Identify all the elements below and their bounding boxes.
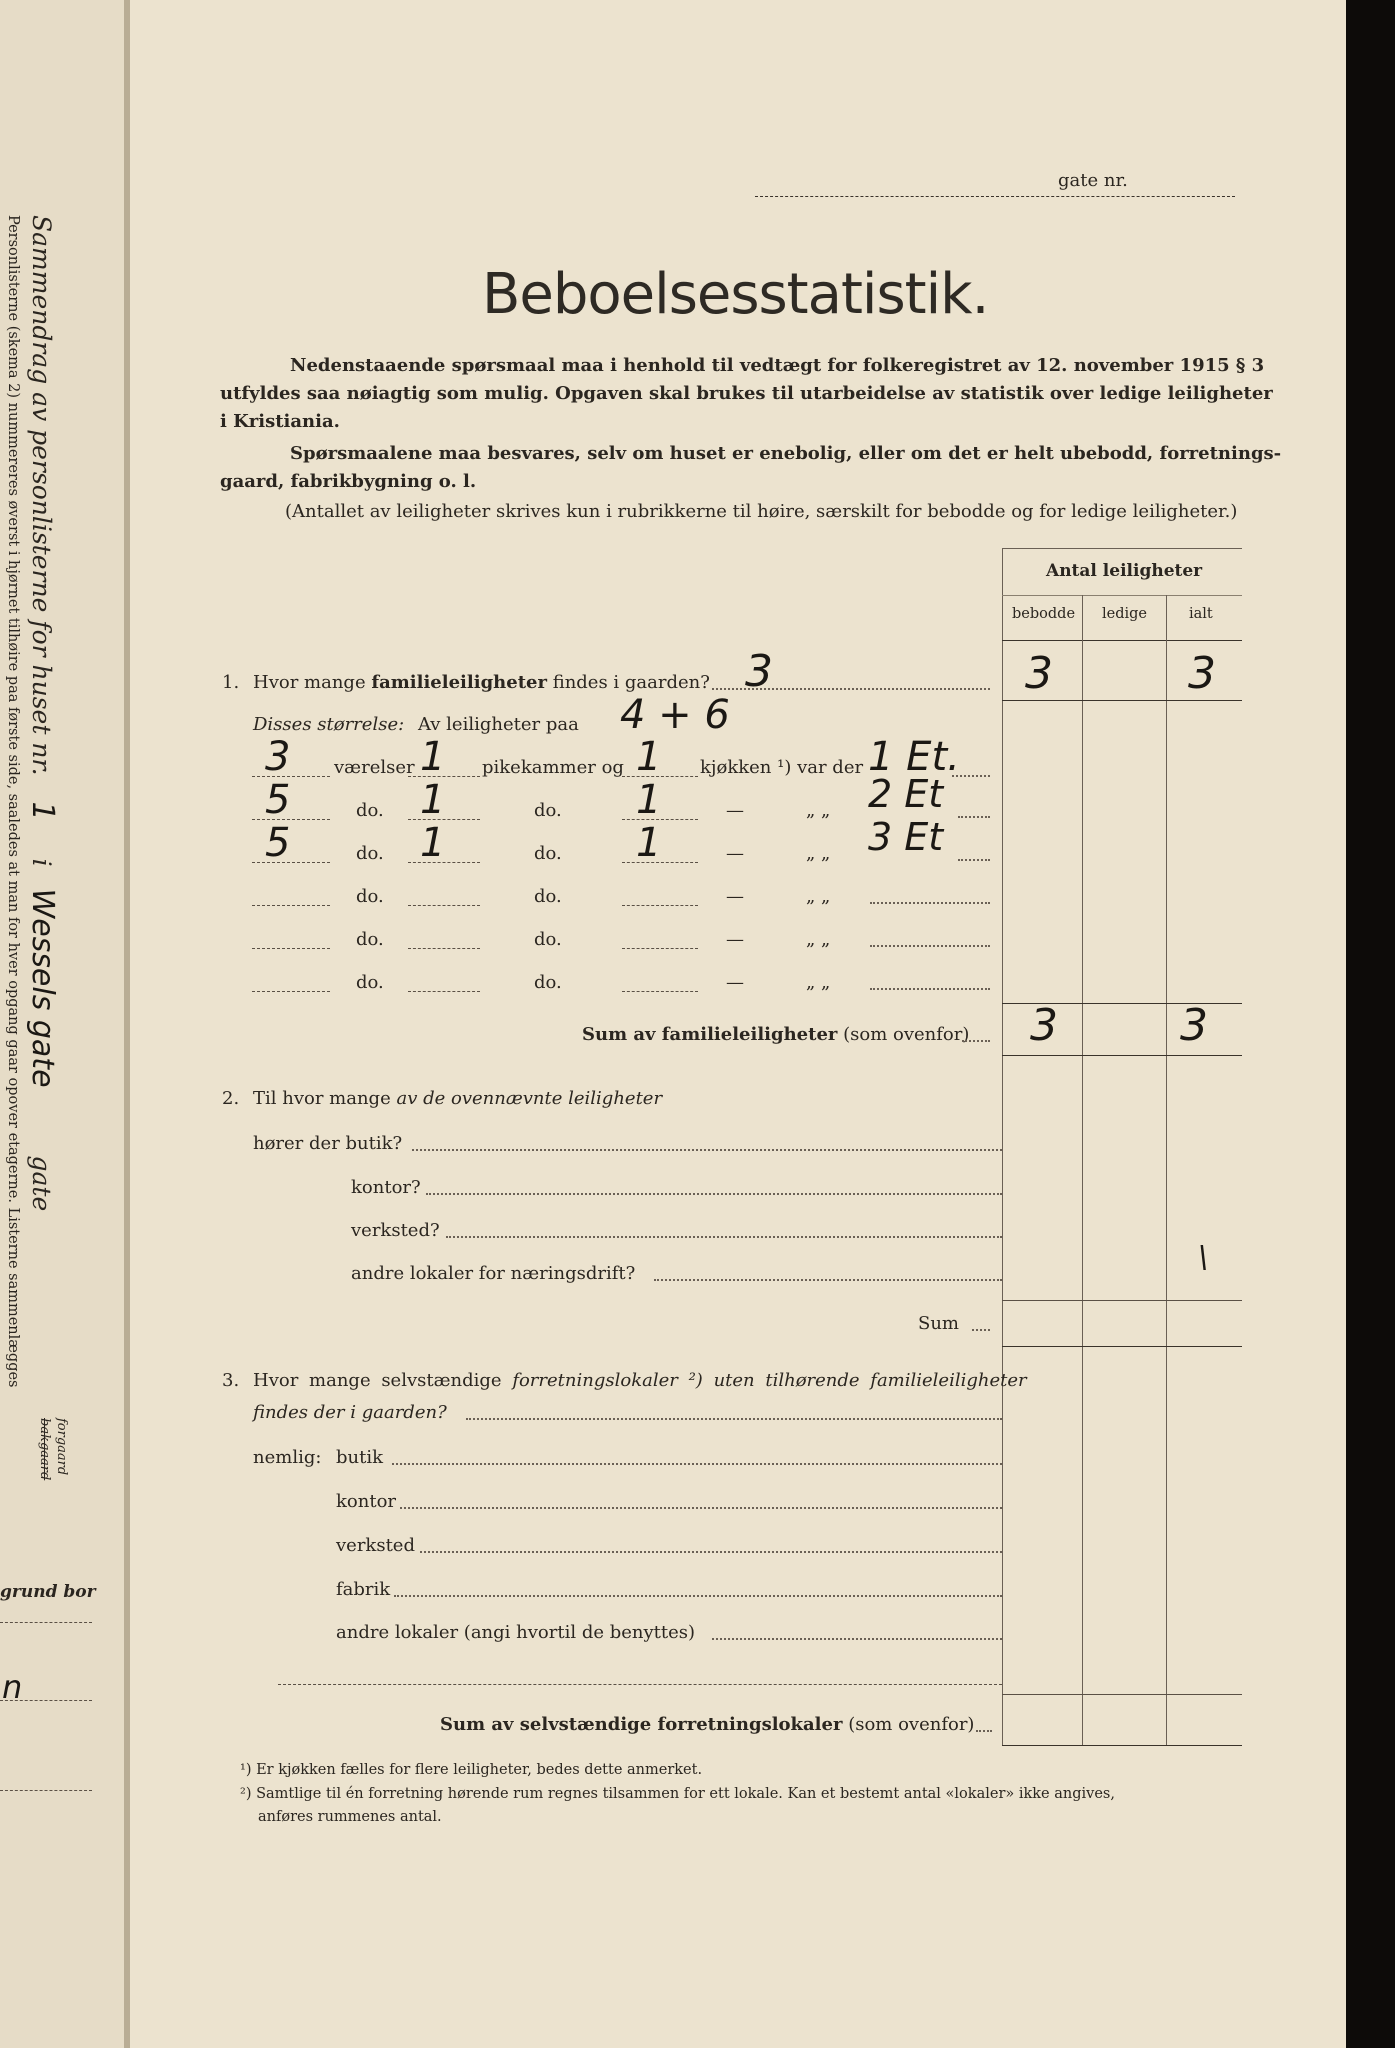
q3-sum-bottom-line	[1002, 1745, 1242, 1746]
row4-do-2: do.	[534, 886, 562, 907]
q2-butik-dots	[412, 1149, 1002, 1151]
row4-pike-line	[408, 905, 480, 906]
row5-rooms-line	[252, 948, 330, 949]
row5-pike-line	[408, 948, 480, 949]
table-left-border	[1002, 548, 1003, 1746]
right-edge	[1346, 0, 1395, 2048]
row2-quote: „ „	[806, 800, 831, 821]
q2-item-kontor: kontor?	[351, 1177, 421, 1198]
row3-do-2: do.	[534, 843, 562, 864]
spine-gate: gate	[27, 1155, 56, 1212]
intro-p1-line2: utfyldes saa nøiagtig som mulig. Opgaven skal brukes til utarbeidelse av statistik over ledige leiligheter	[220, 383, 1273, 404]
q3-line2: findes der i gaarden?	[253, 1402, 447, 1423]
row6-dash: —	[726, 972, 744, 993]
bakgaard-label: bakgaard	[37, 1418, 52, 1481]
row2-do-2: do.	[534, 800, 562, 821]
footnote-1: ¹) Er kjøkken fælles for flere leiligheter, bedes dette anmerket.	[240, 1762, 703, 1778]
q2-verksted-dots	[446, 1236, 1002, 1238]
q2-question	[253, 1088, 662, 1109]
gate-nr-line	[755, 196, 1235, 197]
q2-ital: av de ovennævnte leiligheter	[396, 1088, 663, 1109]
q1-ialt: 3	[1188, 648, 1216, 699]
intro-p3: (Antallet av leiligheter skrives kun i rubrikkerne til høire, særskilt for bebodde og for ledige leiligheter.)	[285, 501, 1238, 522]
table-header-line	[1002, 595, 1242, 596]
intro-p1-line1: Nedenstaaende spørsmaal maa i henhold til vedtægt for folkeregistret av 12. november 1915 § 3	[290, 355, 1265, 376]
col-ialt-header: ialt	[1189, 606, 1213, 622]
row3-kjokken-line	[622, 862, 698, 863]
row3-pike: 1	[420, 820, 446, 866]
q3-nemlig: nemlig:	[253, 1447, 322, 1468]
row5-do-2: do.	[534, 929, 562, 950]
q2-pre: Til hvor mange	[253, 1088, 391, 1109]
q2-kontor-dots	[426, 1193, 1002, 1195]
q1-sizes-text: Av leiligheter paa	[418, 714, 579, 735]
row5-quote: „ „	[806, 929, 831, 950]
q1-post: findes i gaarden?	[552, 672, 710, 693]
row2-antal: 2 Et	[868, 772, 944, 816]
q3-sum-label	[440, 1714, 974, 1735]
row1-vaerelser: værelser	[334, 757, 415, 778]
row3-dots	[958, 859, 990, 861]
spine-line1: Sammendrag av personlisterne for huset nr.	[27, 215, 56, 776]
q1-bebodde: 3	[1025, 648, 1053, 699]
q3-number: 3.	[222, 1370, 240, 1391]
row4-rooms-line	[252, 905, 330, 906]
q1-question	[253, 672, 710, 693]
row6-do-2: do.	[534, 972, 562, 993]
col-ledige-header: ledige	[1102, 606, 1148, 622]
q2-item-verksted: verksted?	[351, 1220, 440, 1241]
row4-quote: „ „	[806, 886, 831, 907]
footnote-2-line2: anføres rummenes antal.	[258, 1809, 442, 1825]
row3-do-1: do.	[356, 843, 384, 864]
row1-kjokken: 1	[636, 734, 662, 780]
q3-butik-dots	[392, 1463, 1002, 1465]
row1-rooms-line	[252, 776, 330, 777]
left-line-2	[0, 1700, 92, 1701]
row6-dots	[870, 988, 990, 990]
q2-item-andre: andre lokaler for næringsdrift?	[351, 1263, 636, 1284]
row6-quote: „ „	[806, 972, 831, 993]
q1-sizes-label: Disses størrelse:	[253, 714, 405, 735]
grund-bor-label: grund bor	[0, 1582, 96, 1602]
q3-ital1: forretningslokaler ²)	[512, 1370, 703, 1391]
row1-pike: 1	[420, 734, 446, 780]
row2-dots	[958, 816, 990, 818]
footnote-2-line1: ²) Samtlige til én forretning hørende rum regnes tilsammen for ett lokale. Kan et bestemt antal «lokaler» ikke angives,	[240, 1786, 1115, 1802]
q1-sum-ialt: 3	[1180, 1000, 1208, 1051]
q1-sum-label	[582, 1024, 969, 1045]
q1-bold: familieleiligheter	[371, 672, 547, 693]
intro-p2-line2: gaard, fabrikbygning o. l.	[220, 471, 477, 492]
col-bebodde-header: bebodde	[1012, 606, 1076, 622]
row3-kjokken: 1	[636, 820, 662, 866]
row6-do-1: do.	[356, 972, 384, 993]
spine-i: i	[27, 858, 56, 867]
table-top-border	[1002, 548, 1242, 549]
q1-sum-bottom-line	[1002, 1055, 1242, 1056]
col-divider-1	[1082, 595, 1083, 1745]
row1-dots	[952, 775, 990, 777]
q1-row-line	[1002, 700, 1242, 701]
q3-sum-label-bold: Sum av selvstændige forretningslokaler	[440, 1714, 843, 1735]
q3-item-verksted: verksted	[336, 1535, 415, 1556]
spine-street: Wessels gate	[25, 888, 60, 1088]
q1-sum-label-rest: (som ovenfor)	[843, 1024, 970, 1045]
q3-item-butik: butik	[336, 1447, 384, 1468]
row3-rooms-line	[252, 862, 330, 863]
row1-antal: 1 Et.	[868, 734, 960, 780]
q3-item-kontor: kontor	[336, 1491, 397, 1512]
left-mark: n	[2, 1668, 23, 1706]
gate-nr-label: gate nr.	[1058, 170, 1128, 191]
q3-kontor-dots	[400, 1507, 1002, 1509]
q1-sum-label-bold: Sum av familieleiligheter	[582, 1024, 838, 1045]
q2-number: 2.	[222, 1088, 240, 1109]
row4-dots	[870, 902, 990, 904]
row5-dots	[870, 945, 990, 947]
intro-p1-line3: i Kristiania.	[220, 411, 340, 432]
q2-andre-mark: \	[1198, 1240, 1209, 1275]
row6-rooms-line	[252, 991, 330, 992]
row4-dash: —	[726, 886, 744, 907]
q1-number: 1.	[222, 672, 240, 693]
row3-quote: „ „	[806, 843, 831, 864]
spine-text	[25, 215, 60, 1211]
q1-pre: Hvor mange	[253, 672, 366, 693]
row2-pike: 1	[420, 777, 446, 823]
row1-pikekammer: pikekammer og	[482, 757, 624, 778]
spine-small: Personlisterne (skema 2) nummereres øverst i hjørnet tilhøire paa første side, saaledes at man for hver opgang gaar opover etagerne. Listerne sammenlægges	[5, 215, 21, 1388]
col-divider-2	[1166, 595, 1167, 1745]
page-title: Beboelsesstatistik.	[482, 262, 989, 327]
q3-sum-dots	[976, 1730, 992, 1732]
row4-do-1: do.	[356, 886, 384, 907]
q1-sum-bebodde: 3	[1030, 1000, 1058, 1051]
page-fold	[124, 0, 130, 2048]
q3-ital2: uten tilhørende familieleiligheter	[713, 1370, 1027, 1391]
row3-rooms: 5	[265, 820, 291, 866]
row4-kjokken-line	[622, 905, 698, 906]
q3-verksted-dots	[420, 1551, 1002, 1553]
q3-separator	[278, 1684, 1002, 1685]
q1-sum-dots	[962, 1040, 990, 1042]
row1-kjokken-label: kjøkken ¹) var der	[700, 757, 864, 778]
row3-dash: —	[726, 843, 744, 864]
row1-rooms: 3	[265, 734, 291, 780]
row3-antal: 3 Et	[868, 815, 944, 859]
q2-sum-bottom-line	[1002, 1346, 1242, 1347]
q2-sum-label: Sum	[918, 1313, 959, 1334]
q3-andre-dots	[712, 1638, 1002, 1640]
q3-line2-dots	[466, 1418, 1002, 1420]
q2-item-butik: hører der butik?	[253, 1133, 403, 1154]
row5-do-1: do.	[356, 929, 384, 950]
row5-dash: —	[726, 929, 744, 950]
row2-dash: —	[726, 800, 744, 821]
q1-answer: 3	[745, 646, 773, 697]
table-title: Antal leiligheter	[1046, 561, 1203, 581]
q2-andre-dots	[654, 1279, 1002, 1281]
q3-item-andre: andre lokaler (angi hvortil de benyttes)	[336, 1622, 696, 1643]
q2-sum-dots	[972, 1329, 990, 1331]
q3-question	[253, 1370, 1027, 1391]
left-line-3	[0, 1790, 92, 1791]
q3-item-fabrik: fabrik	[336, 1579, 391, 1600]
row6-pike-line	[408, 991, 480, 992]
intro-p2-line1: Spørsmaalene maa besvares, selv om huset er enebolig, eller om det er helt ubebodd, forretnings-	[290, 443, 1282, 464]
row6-kjokken-line	[622, 991, 698, 992]
table-header-bottom	[1002, 640, 1242, 641]
spine-house-nr: 1	[25, 801, 60, 821]
row2-rooms-line	[252, 819, 330, 820]
q3-sum-label-rest: (som ovenfor)	[848, 1714, 975, 1735]
q2-sum-top-line	[1002, 1300, 1242, 1301]
q3-fabrik-dots	[394, 1595, 1002, 1597]
row3-pike-line	[408, 862, 480, 863]
left-line-1	[0, 1622, 92, 1623]
q1-sizes-answer: 4 + 6	[620, 692, 730, 738]
q3-sum-top-line	[1002, 1694, 1242, 1695]
row2-kjokken: 1	[636, 777, 662, 823]
q3-pre: Hvor mange selvstændige	[253, 1370, 502, 1391]
row2-rooms: 5	[265, 777, 291, 823]
row5-kjokken-line	[622, 948, 698, 949]
row2-do-1: do.	[356, 800, 384, 821]
forgaard-label: forgaard	[54, 1418, 69, 1476]
